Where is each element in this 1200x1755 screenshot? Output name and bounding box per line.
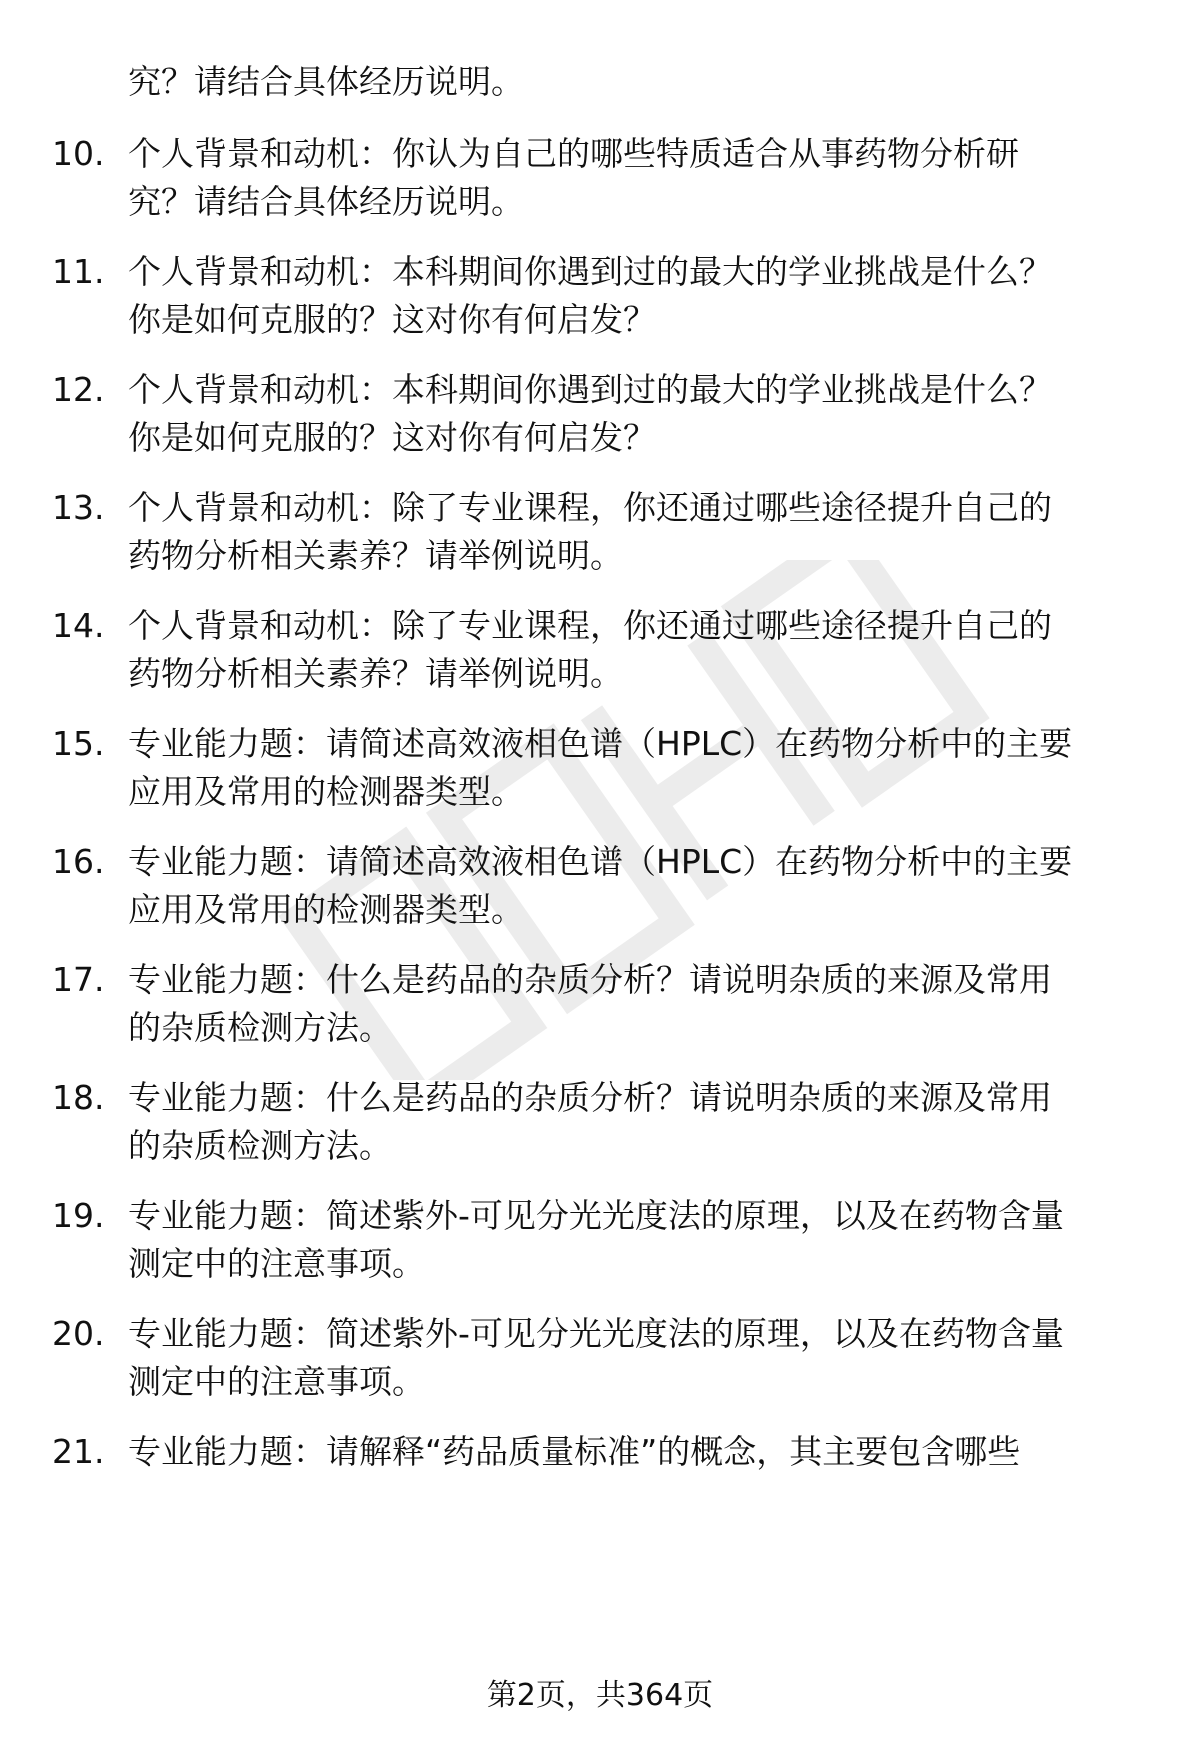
item-text-line-2: 的杂质检测方法。 <box>128 1008 392 1047</box>
item-text-line-1: 专业能力题：什么是药品的杂质分析？请说明杂质的来源及常用 <box>128 1078 1052 1117</box>
item-text-line-2: 测定中的注意事项。 <box>128 1362 425 1401</box>
continuation-text: 究？请结合具体经历说明。 <box>128 62 524 101</box>
item-number: 11. <box>52 252 105 291</box>
item-text-line-2: 测定中的注意事项。 <box>128 1244 425 1283</box>
item-number: 19. <box>52 1196 105 1235</box>
item-text-line-2: 你是如何克服的？这对你有何启发？ <box>128 418 656 457</box>
item-number: 12. <box>52 370 105 409</box>
item-text-line-2: 的杂质检测方法。 <box>128 1126 392 1165</box>
item-text-line-1: 专业能力题：请解释“药品质量标准”的概念，其主要包含哪些 <box>128 1432 1021 1471</box>
item-text-line-2: 你是如何克服的？这对你有何启发？ <box>128 300 656 339</box>
item-text-line-1: 个人背景和动机：本科期间你遇到过的最大的学业挑战是什么？ <box>128 370 1052 409</box>
item-text-line-1: 个人背景和动机：除了专业课程，你还通过哪些途径提升自己的 <box>128 488 1052 527</box>
item-text-line-2: 药物分析相关素养？请举例说明。 <box>128 654 623 693</box>
item-text-line-1: 专业能力题：简述紫外-可见分光光度法的原理，以及在药物含量 <box>128 1314 1064 1353</box>
item-number: 13. <box>52 488 105 527</box>
item-number: 18. <box>52 1078 105 1117</box>
item-text-line-1: 专业能力题：什么是药品的杂质分析？请说明杂质的来源及常用 <box>128 960 1052 999</box>
item-number: 15. <box>52 724 105 763</box>
item-text-line-1: 专业能力题：请简述高效液相色谱（HPLC）在药物分析中的主要 <box>128 724 1073 763</box>
item-number: 10. <box>52 134 105 173</box>
item-text-line-2: 究？请结合具体经历说明。 <box>128 182 524 221</box>
item-text-line-1: 专业能力题：简述紫外-可见分光光度法的原理，以及在药物含量 <box>128 1196 1064 1235</box>
item-text-line-1: 个人背景和动机：你认为自己的哪些特质适合从事药物分析研 <box>128 134 1019 173</box>
item-text-line-1: 个人背景和动机：除了专业课程，你还通过哪些途径提升自己的 <box>128 606 1052 645</box>
item-text-line-2: 应用及常用的检测器类型。 <box>128 890 524 929</box>
page-footer: 第2页，共364页 <box>486 1678 714 1713</box>
item-number: 21. <box>52 1432 105 1471</box>
item-text-line-2: 应用及常用的检测器类型。 <box>128 772 524 811</box>
item-number: 20. <box>52 1314 105 1353</box>
item-text-line-1: 专业能力题：请简述高效液相色谱（HPLC）在药物分析中的主要 <box>128 842 1073 881</box>
item-number: 14. <box>52 606 105 645</box>
item-text-line-1: 个人背景和动机：本科期间你遇到过的最大的学业挑战是什么？ <box>128 252 1052 291</box>
item-number: 16. <box>52 842 105 881</box>
item-number: 17. <box>52 960 105 999</box>
item-text-line-2: 药物分析相关素养？请举例说明。 <box>128 536 623 575</box>
